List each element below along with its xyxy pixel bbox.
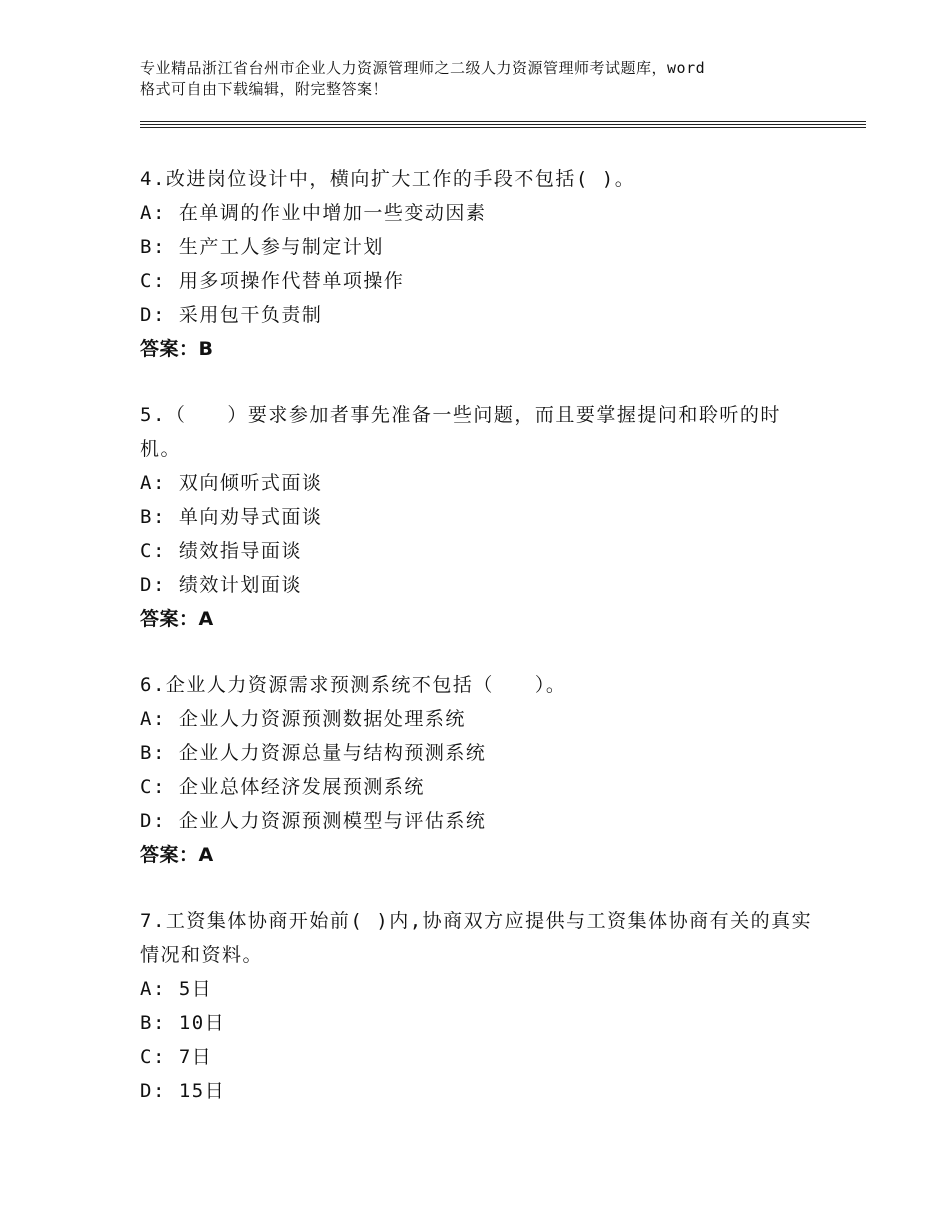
option-d: D: 绩效计划面谈	[140, 574, 302, 596]
option-d: D: 采用包干负责制	[140, 304, 323, 326]
option-c: C: 企业总体经济发展预测系统	[140, 776, 425, 798]
question-text: 4.改进岗位设计中，横向扩大工作的手段不包括( )。	[140, 168, 636, 190]
option-b: B: 10日	[140, 1012, 226, 1034]
question-list	[140, 162, 820, 1140]
header-divider	[140, 121, 866, 130]
option-c: C: 7日	[140, 1046, 213, 1068]
divider-line	[140, 121, 866, 122]
question-4	[140, 162, 820, 366]
divider-line	[140, 127, 866, 128]
option-a: A: 双向倾听式面谈	[140, 472, 323, 494]
option-a: A: 企业人力资源预测数据处理系统	[140, 708, 466, 730]
option-b: B: 单向劝导式面谈	[140, 506, 323, 528]
option-c: C: 绩效指导面谈	[140, 540, 302, 562]
option-b: B: 企业人力资源总量与结构预测系统	[140, 742, 487, 764]
divider-line	[140, 124, 866, 125]
question-text: 5.（ ）要求参加者事先准备一些问题，而且要掌握提问和聆听的时机。	[140, 404, 781, 460]
question-text: 7.工资集体协商开始前( )内,协商双方应提供与工资集体协商有关的真实情况和资料。	[140, 910, 813, 966]
option-a: A: 在单调的作业中增加一些变动因素	[140, 202, 487, 224]
answer: 答案：B	[140, 338, 214, 360]
option-a: A: 5日	[140, 978, 213, 1000]
answer: 答案：A	[140, 844, 214, 866]
option-d: D: 企业人力资源预测模型与评估系统	[140, 810, 487, 832]
answer: 答案：A	[140, 608, 214, 630]
option-d: D: 15日	[140, 1080, 226, 1102]
header-line-2: 格式可自由下载编辑，附完整答案！	[140, 80, 389, 98]
question-7	[140, 904, 820, 1108]
header-line-1: 专业精品浙江省台州市企业人力资源管理师之二级人力资源管理师考试题库，word	[140, 59, 706, 77]
question-6	[140, 668, 820, 872]
option-b: B: 生产工人参与制定计划	[140, 236, 384, 258]
question-text: 6.企业人力资源需求预测系统不包括（ ）。	[140, 674, 567, 696]
option-c: C: 用多项操作代替单项操作	[140, 270, 405, 292]
document-header	[140, 58, 840, 100]
question-5	[140, 398, 820, 636]
